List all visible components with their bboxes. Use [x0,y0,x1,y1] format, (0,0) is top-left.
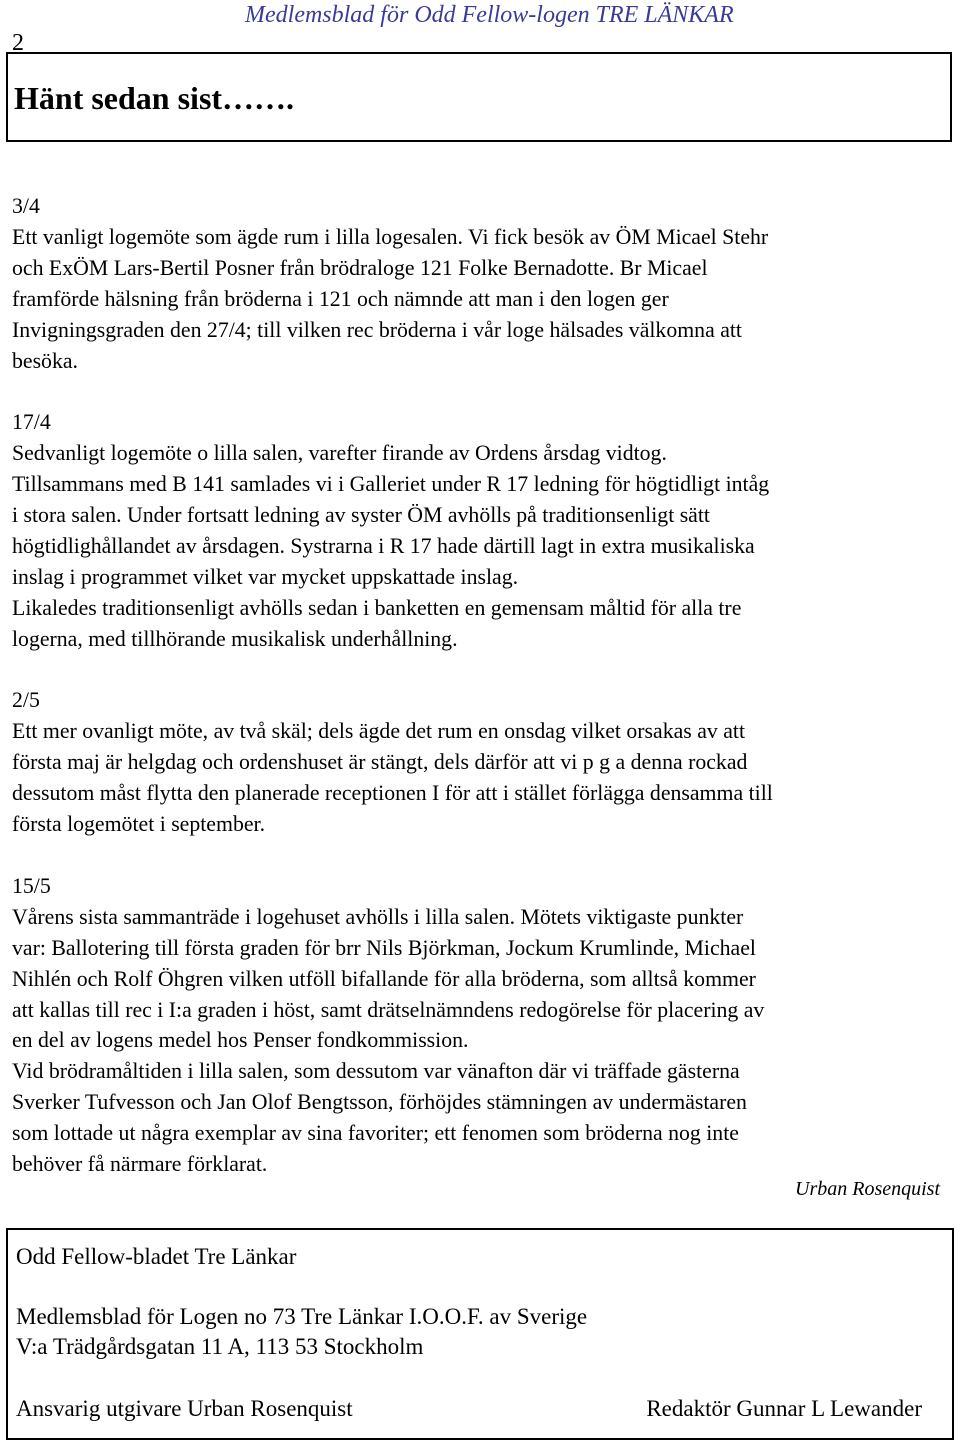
paragraph-line: högtidlighållandet av årsdagen. Systrarna i R 17 hade därtill lagt in extra musikaliska [12,533,755,558]
section-gap [12,840,948,871]
paragraph-line: var: Ballotering till första graden för brr Nils Björkman, Jockum Krumlinde, Michael [12,935,756,960]
paragraph-line: att kallas till rec i I:a graden i höst, samt drätselnämndens redogörelse för placering av [12,997,765,1022]
paragraph-line: som lottade ut några exemplar av sina favoriter; ett fenomen som bröderna nog inte [12,1121,739,1146]
paragraph-line: och ExÖM Lars-Bertil Posner från brödraloge 121 Folke Bernadotte. Br Micael [12,255,708,280]
colophon-description: Medlemsblad för Logen no 73 Tre Länkar I.O.O.F. av Sverige [16,1304,588,1329]
colophon-box [6,1228,954,1440]
colophon-editor: Redaktör Gunnar L Lewander [646,1396,922,1421]
section-3-4 [12,191,948,376]
paragraph-line: framförde hälsning från bröderna i 121 och nämnde att man i den logen ger [12,286,669,311]
paragraph-line: Ett vanligt logemöte som ägde rum i lilla logesalen. Vi fick besök av ÖM Micael Stehr [12,224,769,249]
paragraph-line: logerna, med tillhörande musikalisk underhållning. [12,626,458,651]
section-date: 15/5 [12,873,51,898]
paragraph-line: i stora salen. Under fortsatt ledning av syster ÖM avhölls på traditionsenligt sätt [12,503,710,528]
paragraph-line: en del av logens medel hos Penser fondkommission. [12,1028,469,1053]
paragraph-line: första logemötet i september. [12,812,266,837]
paragraph-line: Likaledes traditionsenligt avhölls sedan i banketten en gemensam måltid för alla tre [12,595,742,620]
paragraph-line: Sverker Tufvesson och Jan Olof Bengtsson, förhöjdes stämningen av undermästaren [12,1090,747,1115]
article-body [12,191,948,1180]
signature: Urban Rosenquist [795,1178,940,1200]
section-date: 3/4 [12,194,40,218]
section-2-5 [12,685,948,840]
section-date: 17/4 [12,410,51,435]
section-15-5 [12,871,948,1180]
paragraph-line: inslag i programmet vilket var mycket uppskattade inslag. [12,564,519,589]
paragraph-line: Sedvanligt logemöte o lilla salen, varefter firande av Ordens årsdag vidtog. [12,441,667,466]
section-date: 2/5 [12,688,40,713]
paragraph-line: behöver få närmare förklarat. [12,1152,268,1177]
section-gap [12,655,948,686]
paragraph-line: Vårens sista sammanträde i logehuset avhölls i lilla salen. Mötets viktigaste punkter [12,904,744,929]
paragraph-line: första maj är helgdag och ordenshuset är stängt, dels därför att vi p g a denna rockad [12,750,748,775]
paragraph-line: dessutom måst flytta den planerade receptionen I för att i stället förlägga densamma till [12,781,773,806]
running-head: Medlemsblad för Odd Fellow-logen TRE LÄNKAR [245,2,734,28]
colophon-name: Odd Fellow-bladet Tre Länkar [16,1244,297,1269]
colophon-address: V:a Trädgårdsgatan 11 A, 113 53 Stockholm [16,1334,424,1359]
page-number: 2 [12,30,24,56]
paragraph-line: Nihlén och Rolf Öhgren vilken utföll bifallande för alla bröderna, som alltså kommer [12,966,756,991]
paragraph-line: Invigningsgraden den 27/4; till vilken rec bröderna i vår loge hälsades välkomna att [12,317,742,342]
paragraph-line: Ett mer ovanligt möte, av två skäl; dels ägde det rum en onsdag vilket orsakas av att [12,719,746,744]
colophon-publisher: Ansvarig utgivare Urban Rosenquist [16,1396,353,1421]
paragraph-line: Tillsammans med B 141 samlades vi i Galleriet under R 17 ledning för högtidligt intåg [12,472,770,497]
paragraph-line: Vid brödramåltiden i lilla salen, som dessutom var vänafton där vi träffade gästerna [12,1059,740,1084]
title-box [6,52,952,142]
section-17-4 [12,407,948,654]
page-title: Hänt sedan sist……. [14,80,295,116]
section-gap [12,376,948,407]
paragraph-line: besöka. [12,348,78,373]
